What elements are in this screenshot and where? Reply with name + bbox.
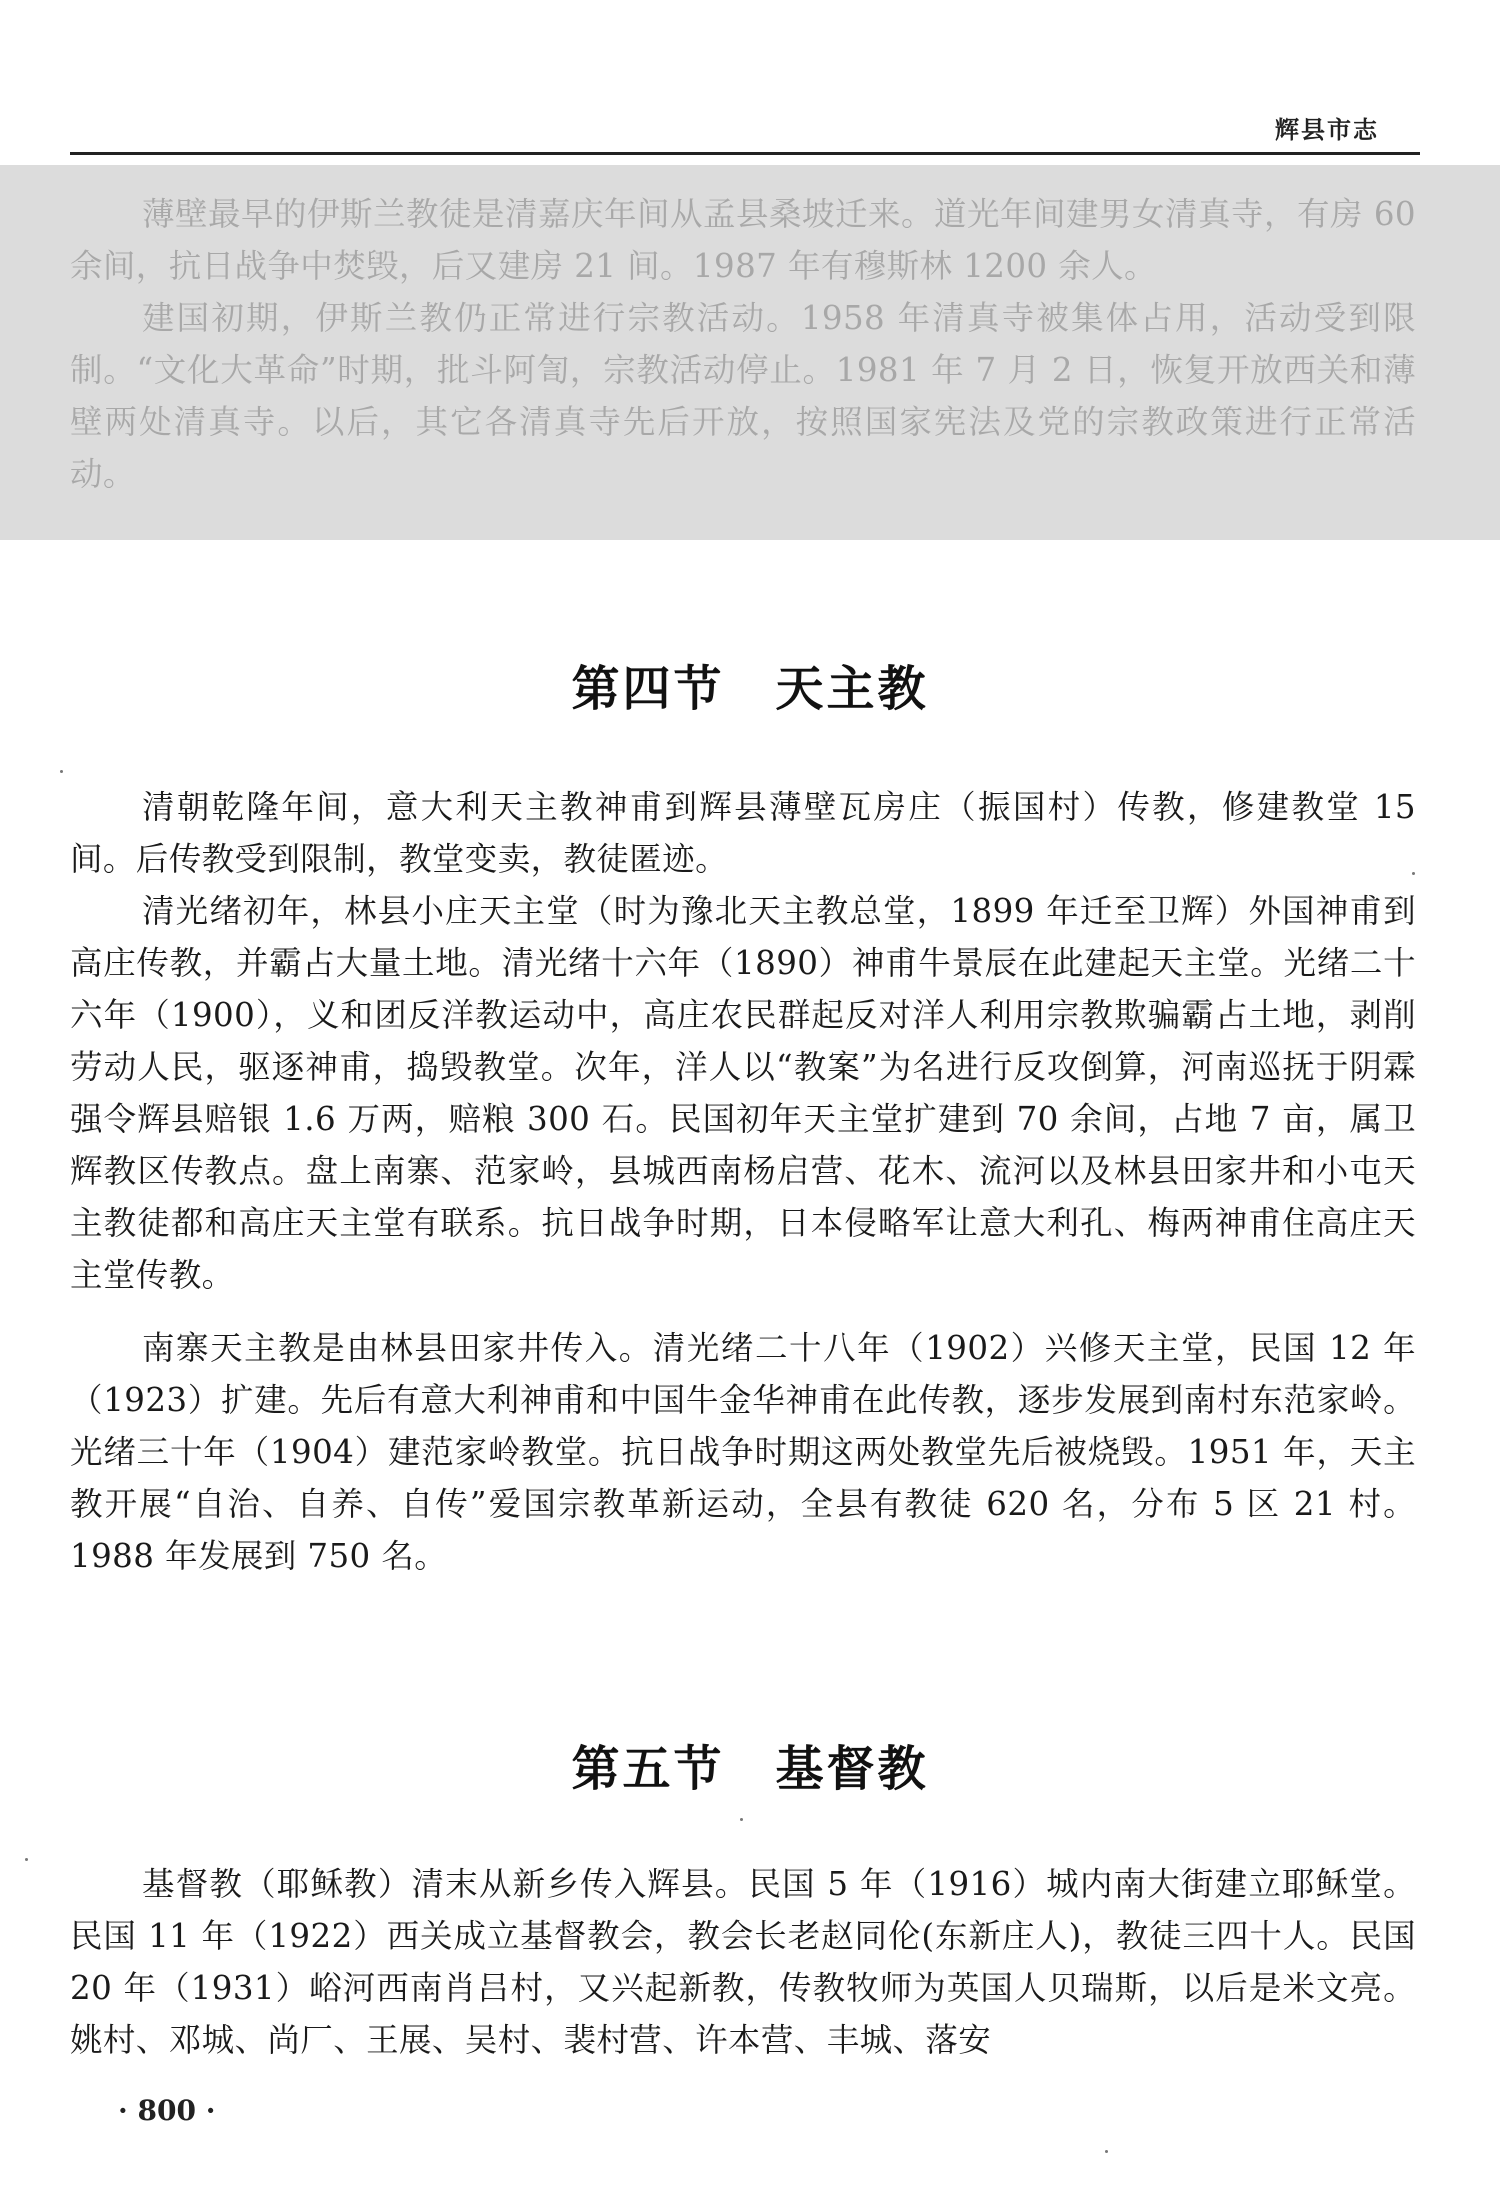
scan-speck: [1412, 872, 1415, 875]
section-title-catholicism: 第四节 天主教: [571, 661, 929, 717]
scan-speck: [60, 770, 63, 773]
scan-speck: [1105, 2150, 1108, 2153]
section-title-christianity: 第五节 基督教: [571, 1741, 929, 1797]
page-number: · 800 ·: [118, 2094, 216, 2127]
catholicism-paragraph-3: 南寨天主教是由林县田家井传入。清光绪二十八年（1902）兴修天主堂，民国 12 年（1923）扩建。先后有意大利神甫和中国牛金华神甫在此传教，逐步发展到南村东范家岭。光绪三十年（1904）建范家岭教堂。抗日战争时期这两处教堂先后被烧毁。1951 年，天主教开展“自治、自养、自传”爱国宗教革新运动，全县有教徒 620 名，分布 5 区 21 村。1988 年发展到 750 名。: [70, 1329, 1416, 1575]
header-rule: [70, 152, 1420, 155]
running-header-title: 辉县市志: [1275, 115, 1379, 144]
christianity-paragraph-1: 基督教（耶稣教）清末从新乡传入辉县。民国 5 年（1916）城内南大街建立耶稣堂。民国 11 年（1922）西关成立基督教会，教会长老赵同伦(东新庄人)，教徒三四十人。民国 20 年（1931）峪河西南肖吕村，又兴起新教，传教牧师为英国人贝瑞斯，以后是米文亮。姚村、邓城、尚厂、王展、吴村、裴村营、许本营、丰城、落安: [70, 1865, 1416, 2059]
scan-speck: [25, 1858, 28, 1861]
catholicism-paragraph-1: 清朝乾隆年间，意大利天主教神甫到辉县薄壁瓦房庄（振国村）传教，修建教堂 15 间。后传教受到限制，教堂变卖，教徒匿迹。: [70, 788, 1416, 878]
scan-speck: [740, 1818, 743, 1821]
islam-paragraph-2: 建国初期，伊斯兰教仍正常进行宗教活动。1958 年清真寺被集体占用，活动受到限制。“文化大革命”时期，批斗阿訇，宗教活动停止。1981 年 7 月 2 日，恢复开放西关和薄壁两处清真寺。以后，其它各清真寺先后开放，按照国家宪法及党的宗教政策进行正常活动。: [70, 299, 1416, 493]
islam-paragraph-1: 薄壁最早的伊斯兰教徒是清嘉庆年间从孟县桑坡迁来。道光年间建男女清真寺，有房 60 余间，抗日战争中焚毁，后又建房 21 间。1987 年有穆斯林 1200 余人。: [70, 195, 1416, 285]
catholicism-paragraph-2: 清光绪初年，林县小庄天主堂（时为豫北天主教总堂，1899 年迁至卫辉）外国神甫到高庄传教，并霸占大量土地。清光绪十六年（1890）神甫牛景辰在此建起天主堂。光绪二十六年（1900），义和团反洋教运动中，高庄农民群起反对洋人利用宗教欺骗霸占土地，剥削劳动人民，驱逐神甫，捣毁教堂。次年，洋人以“教案”为名进行反攻倒算，河南巡抚于阴霖强令辉县赔银 1.6 万两，赔粮 300 石。民国初年天主堂扩建到 70 余间，占地 7 亩，属卫辉教区传教点。盘上南寨、范家岭，县城西南杨启营、花木、流河以及林县田家井和小屯天主教徒都和高庄天主堂有联系。抗日战争时期，日本侵略军让意大利孔、梅两神甫住高庄天主堂传教。: [70, 892, 1416, 1294]
